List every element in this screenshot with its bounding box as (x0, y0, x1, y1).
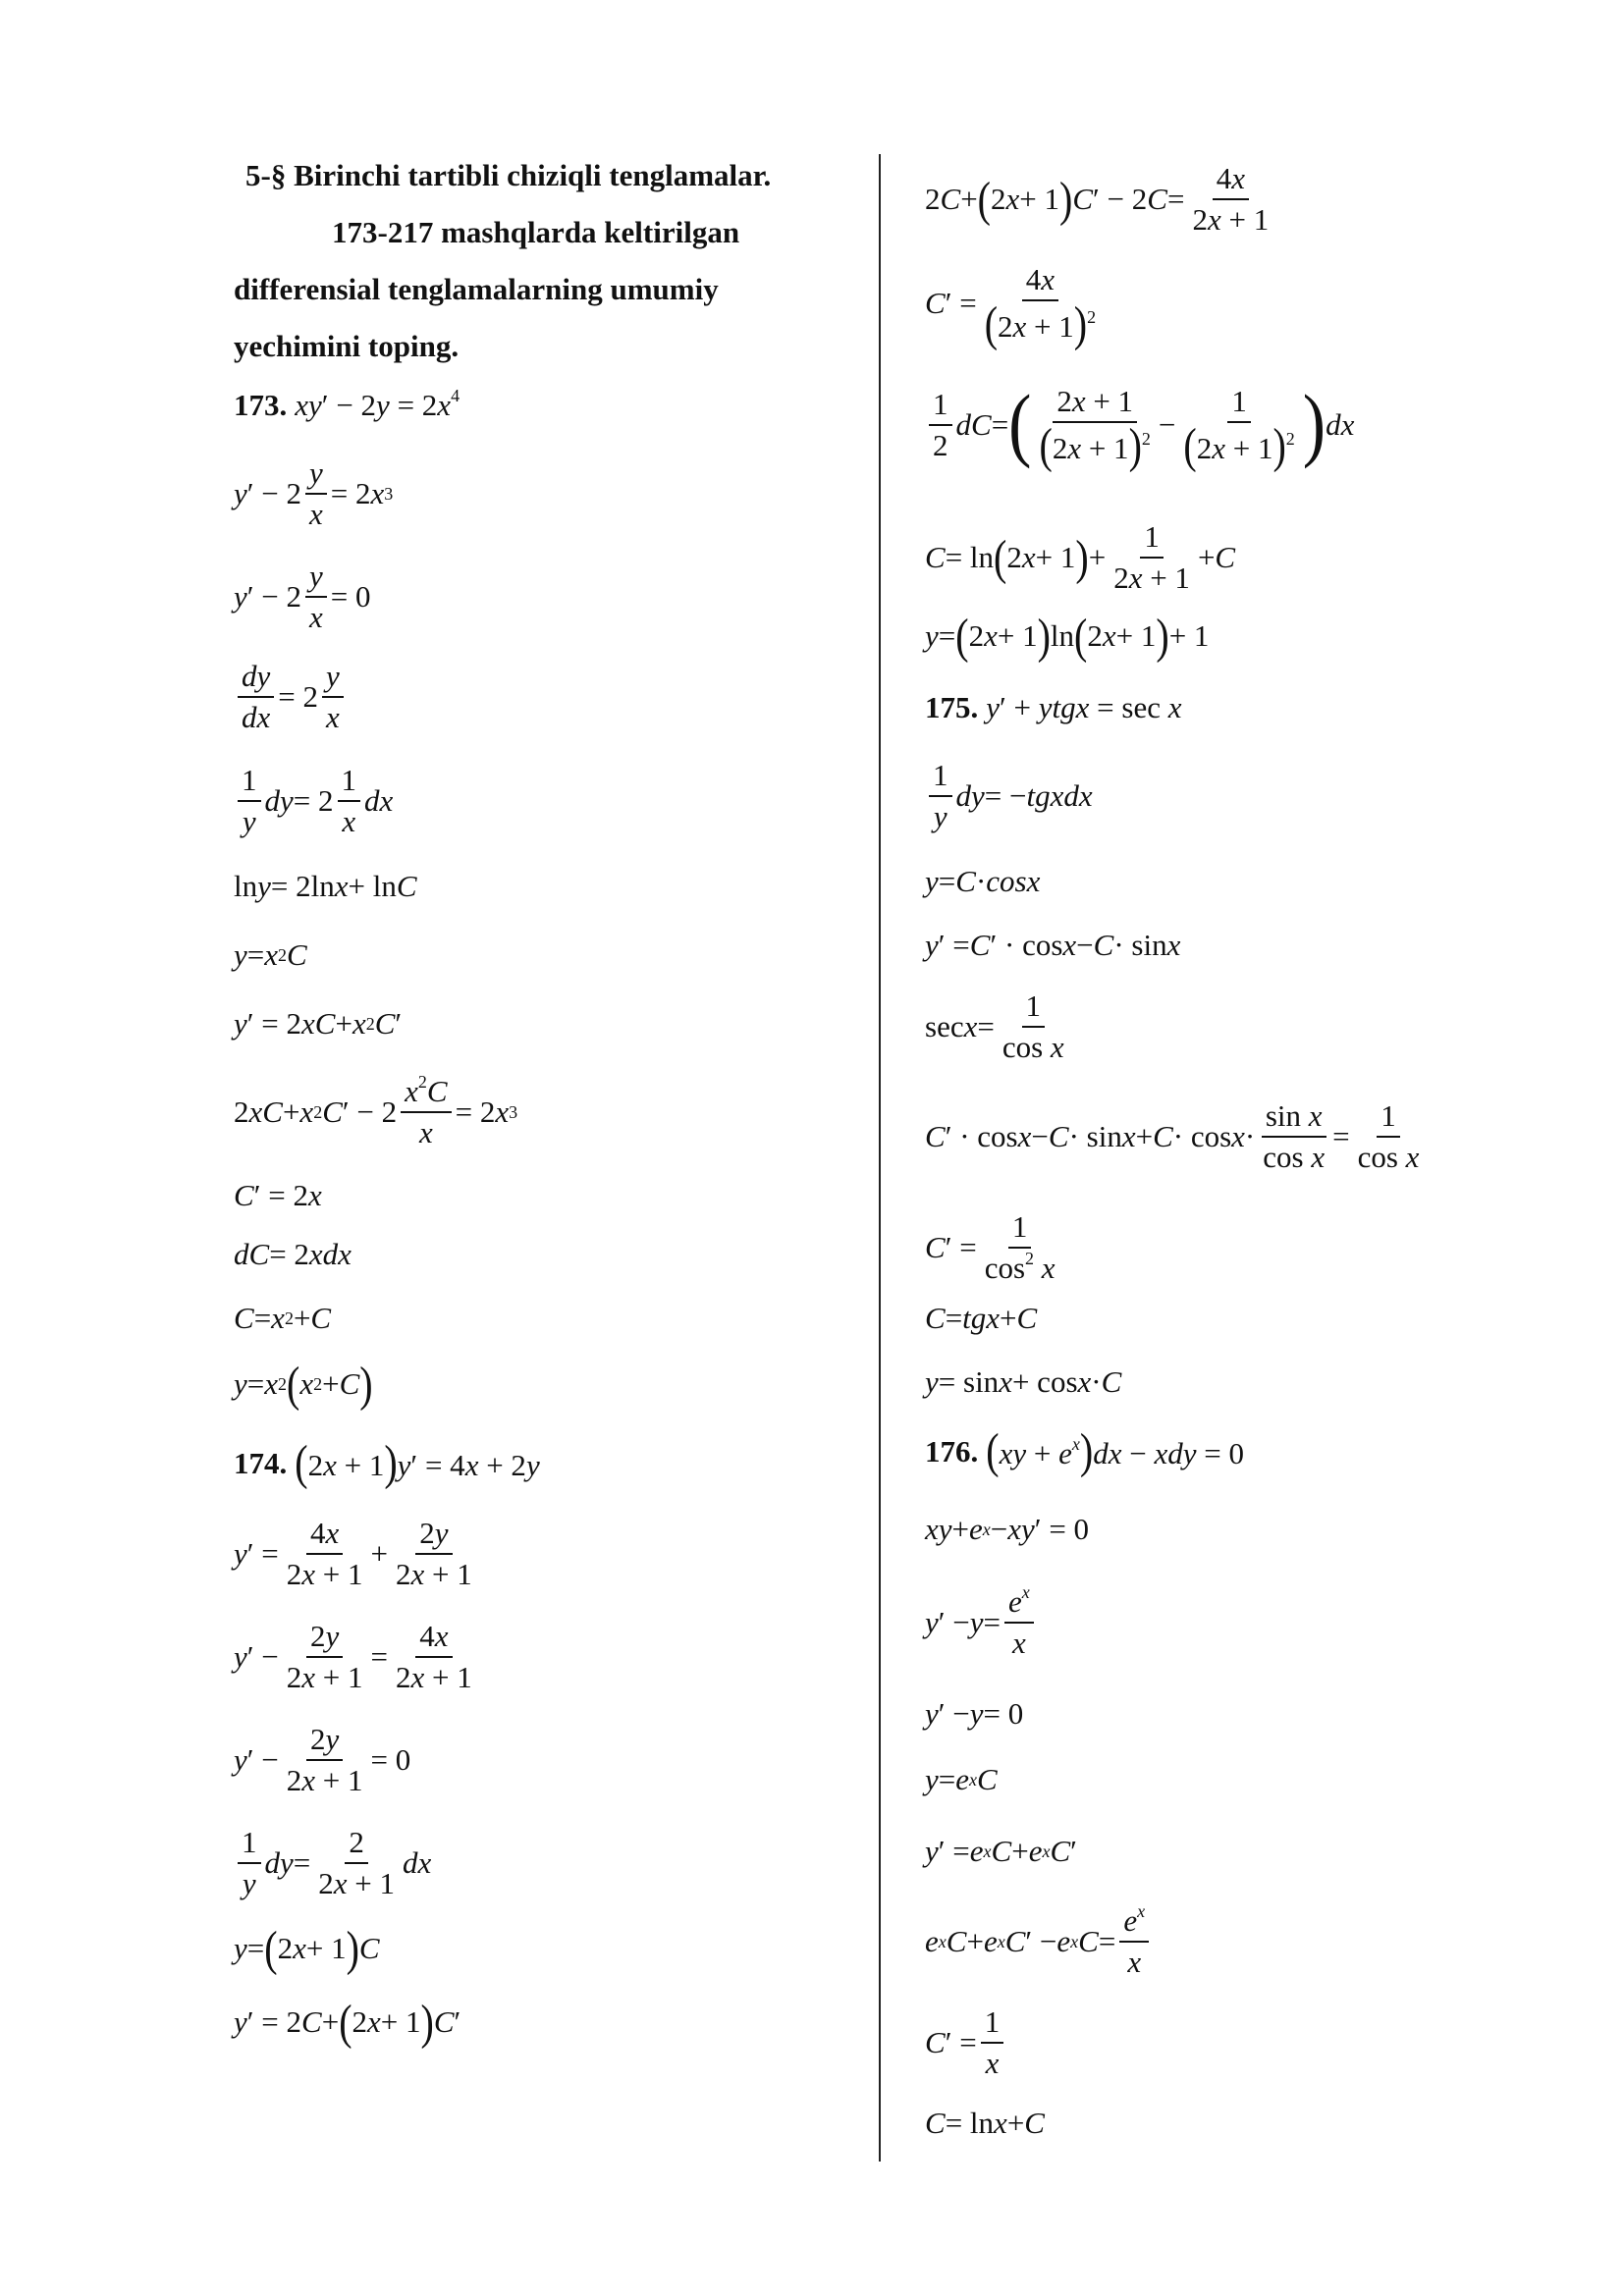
eq-173-2: y ′ − 2 $\frac{y}{x}$ = 0 (234, 559, 371, 634)
eq-176-7: C ′ = $\frac{1}{x}$ (925, 2005, 1007, 2080)
eq-175-7: C = tgx + C (925, 1301, 1038, 1335)
eq-175-8: y = sin x + cos x · C (925, 1364, 1122, 1399)
problem-173-label: 173. (234, 388, 288, 422)
eq-174-3: y ′ − $\frac{2y}{2x + 1}$ = 0 (234, 1722, 411, 1797)
eq-176-8: C = ln x + C (925, 2106, 1045, 2140)
eq-173-12: y = x 2 ( x 2 + C ) (234, 1356, 373, 1412)
eq-175-3: y ′ = C ′ · cos x − C · sin x (925, 928, 1181, 962)
eq-173-3: $\frac{dy}{dx}$ = 2 $\frac{y}{x}$ (234, 660, 348, 734)
eq-173-8: 2 xC + x 2 C ′ − 2 $\frac{x^2C}{x}$ = 2 x 3 (234, 1072, 518, 1149)
left-column (234, 147, 862, 2050)
eq-175-6: C ′ = $\frac{1}{\cos^2 x}$ (925, 1209, 1056, 1285)
eq-176-2: y ′ − y = $\frac{e^x}{x}$ (925, 1585, 1038, 1660)
eq-174-5: y = ( 2 x + 1 ) C (234, 1920, 380, 1976)
eq-173-statement: 173. $xy' - 2y = 2x^4$ (234, 386, 460, 422)
eq-173-11: C = x 2 + C (234, 1301, 332, 1335)
eq-174-6: y ′ = 2 C + ( 2 x + 1 ) C ′ (234, 1994, 461, 2050)
eq-174-8: C ′ = $\frac{4x}{(2x + 1)^2}$ (925, 262, 1097, 351)
eq-173-1: y ′ − 2 $\frac{y}{x}$ = 2 x 3 (234, 455, 394, 531)
section-instruction-1: differensial tenglamalarning umumiy (234, 272, 719, 306)
eq-173-4: $\frac{1}{y}$ dy = 2 $\frac{1}{x}$ dx (234, 764, 393, 838)
eq-176-4: y = e x C (925, 1762, 998, 1796)
problem-175-label: 175. (925, 690, 979, 724)
eq-174-10: C = ln ( 2 x + 1 ) + $\frac{1}{2x + 1}$ + C (925, 519, 1236, 595)
eq-173-7: y ′ = 2 xC + x 2 C ′ (234, 1006, 403, 1041)
eq-175-1: $\frac{1}{y}$ dy = − tgxdx (925, 759, 1093, 833)
eq-174-4: $\frac{1}{y}$ dy = $\frac{2}{2x + 1}$ dx (234, 1826, 431, 1900)
eq-173-10: dC = 2 xdx (234, 1237, 352, 1271)
eq-176-statement: 176. $(xy + e^x)dx$ − xdy = 0 (925, 1422, 1244, 1478)
eq-173-9: C ′ = 2 x (234, 1178, 322, 1212)
problem-176-label: 176. (925, 1433, 979, 1468)
section-instruction-2: yechimini toping. (234, 329, 460, 363)
column-divider (879, 154, 881, 2162)
eq-173-5: ln y = 2ln x + ln C (234, 869, 417, 903)
eq-175-2: y = C · cosx (925, 864, 1041, 898)
eq-174-7: 2 C + ( 2 x + 1 ) C ′ − 2 C = $\frac{4x}{2x + 1}$ (925, 161, 1270, 237)
eq-174-11: y = ( 2 x + 1 ) ln ( 2 x + 1 ) + 1 (925, 608, 1210, 664)
eq-176-5: y ′ = e x C + e x C ′ (925, 1834, 1077, 1868)
eq-176-6: e x C + e x C ′ − e x C = $\frac{e^x}{x}$ (925, 1904, 1153, 1979)
eq-174-1: y ′ = $\frac{4x}{2x + 1}$ + $\frac{2y}{2x + 1}$ (234, 1516, 472, 1591)
eq-175-5: C ′ · cos x − C · sin x + C · cos x · $\frac{\text{sin x}}{\text{cos x}}$ = $\frac{1}{\text{cos x}}$ (925, 1098, 1420, 1174)
eq-176-1: xy + e x − xy ′ = 0 (925, 1512, 1090, 1546)
eq-176-3: y ′ − y = 0 (925, 1696, 1024, 1731)
problem-174-label: 174. (234, 1445, 288, 1480)
eq-174-2: y ′ − $\frac{2y}{2x + 1}$ = $\frac{4x}{2x + 1}$ (234, 1619, 472, 1694)
eq-175-4: sec x = $\frac{1}{\text{cos x}}$ (925, 988, 1064, 1064)
section-subtitle: 173-217 mashqlarda keltirilgan (332, 215, 740, 249)
eq-173-6: y = x 2 C (234, 937, 307, 972)
eq-175-statement: 175. y′ + ytgx = sec x (925, 690, 1182, 724)
section-title: 5-§ Birinchi tartibli chiziqli tenglamalar. (245, 158, 772, 192)
eq-174-9: $\frac{1}{2}$ dC = ( $\frac{2x + 1}{(2x + 1)^2}$ − $\frac{1}{(2x + 1)^2}$ ) dx (925, 385, 1354, 465)
eq-174-statement: 174. (2x + 1)y′ = 4x + 2y (234, 1434, 540, 1490)
